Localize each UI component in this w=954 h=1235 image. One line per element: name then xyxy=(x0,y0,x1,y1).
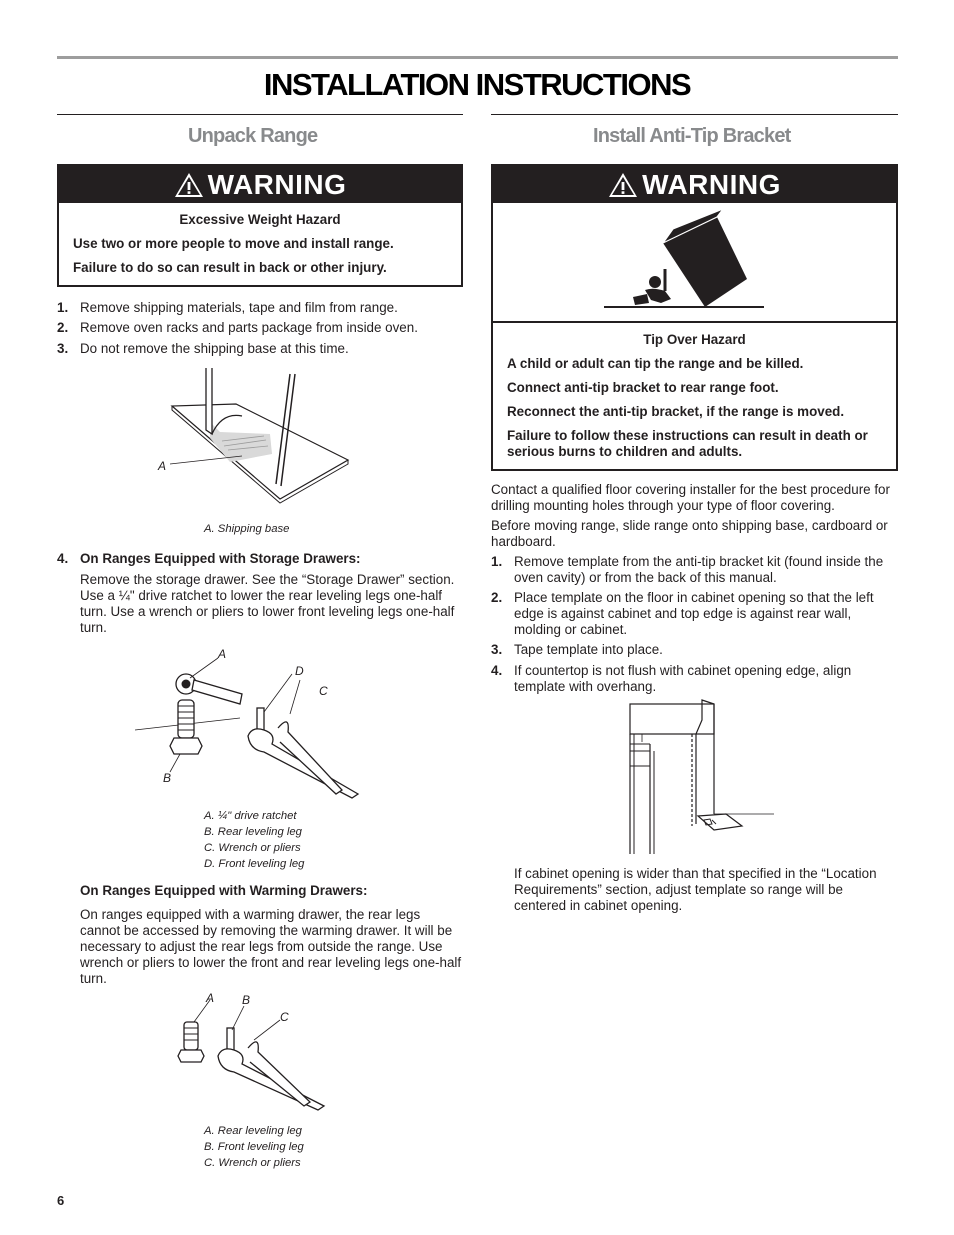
list-item: 2. Place template on the floor in cabinet opening so that the left edge is against cabinet and top edge is against rear wall, molding or cabinet. xyxy=(491,590,874,637)
warning-label: WARNING xyxy=(207,168,347,200)
unpack-steps-list xyxy=(57,300,463,357)
warning-line: Use two or more people to move and install range. xyxy=(73,236,394,251)
warning-bar xyxy=(59,166,461,203)
fig-label-a: A xyxy=(218,647,227,661)
warning-triangle-icon xyxy=(174,172,204,198)
fig-label-a: A xyxy=(158,459,167,473)
weight-warning-box xyxy=(57,164,463,287)
warning-bar xyxy=(493,166,896,203)
fig-label-a: A xyxy=(206,991,215,1005)
tipping-range-icon xyxy=(493,203,896,321)
subheading: On Ranges Equipped with Storage Drawers: xyxy=(80,551,361,566)
centering-note: If cabinet opening is wider than that specified in the “Location Requirements” section, adjust template so range will be centered in cabinet opening. xyxy=(514,866,877,913)
top-rule xyxy=(57,56,898,59)
warning-triangle-icon xyxy=(608,172,638,198)
list-item: 2. Remove oven racks and parts package from inside oven. xyxy=(57,320,418,335)
step-text: Remove the storage drawer. See the “Storage Drawer” section. Use a ¼" drive ratchet to lower the rear leveling legs one-half turn. Use a wrench or pliers to lower front leveling legs one-half turn. xyxy=(80,572,455,635)
tip-over-image-panel xyxy=(493,203,896,323)
list-item: 3. Do not remove the shipping base at this time. xyxy=(57,341,349,356)
unpack-range-heading: Unpack Range xyxy=(188,125,318,147)
fig-label-b: B xyxy=(242,993,251,1007)
list-item: 4. On Ranges Equipped with Storage Drawers: Remove the storage drawer. See the “Storage Drawer” section. Use a ¼" drive ratchet to lower the rear leveling legs one-half turn. Use a wrench or pliers to lower front leveling legs one-half turn. xyxy=(57,551,463,636)
warning-line: Failure to follow these instructions can result in death or serious burns to children and adults. xyxy=(507,428,868,459)
fig-label-b: B xyxy=(163,771,172,785)
figure-caption: A. Shipping base xyxy=(204,523,290,535)
warning-label: WARNING xyxy=(642,168,781,200)
warming-drawer-text: On ranges equipped with a warming drawer, the rear legs cannot be accessed by removing the warming drawer. It will be necessary to adjust the rear legs from outside the range. Use wrench or pliers to lower the front and rear leveling legs one-half turn. xyxy=(80,907,462,986)
shipping-base-illustration xyxy=(150,364,360,504)
anti-tip-heading: Install Anti-Tip Bracket xyxy=(593,125,791,147)
right-column-rule xyxy=(491,114,898,115)
fig-label-c: C xyxy=(280,1010,289,1024)
warning-hazard-title: Excessive Weight Hazard xyxy=(179,212,341,227)
list-item: 1. Remove shipping materials, tape and film from range. xyxy=(57,300,398,315)
tip-over-warning-box xyxy=(491,164,898,471)
fig-label-c: C xyxy=(319,684,328,698)
leveling-legs-ratchet-illustration xyxy=(130,644,370,804)
figure-caption-list: A. ¼" drive ratchet B. Rear leveling leg C. Wrench or pliers D. Front leveling leg xyxy=(204,810,305,870)
list-item: 1. Remove template from the anti-tip bracket kit (found inside the oven cavity) or from the back of this manual. xyxy=(491,554,884,585)
storage-drawer-step xyxy=(57,551,463,636)
warming-drawer-heading: On Ranges Equipped with Warming Drawers: xyxy=(80,883,368,898)
left-column-rule xyxy=(57,114,463,115)
intro-paragraph: Contact a qualified floor covering installer for the best procedure for drilling mounting holes through your type of floor covering. xyxy=(491,482,890,513)
figure-caption-list: A. Rear leveling leg B. Front leveling leg C. Wrench or pliers xyxy=(204,1125,304,1169)
list-item: 3. Tape template into place. xyxy=(491,642,663,657)
page-title: INSTALLATION INSTRUCTIONS xyxy=(263,67,691,102)
warning-line: A child or adult can tip the range and be killed. xyxy=(507,356,804,371)
list-item: 4. If countertop is not flush with cabinet opening edge, align template with overhang. xyxy=(491,663,852,694)
anti-tip-steps-list xyxy=(491,554,898,695)
page-number: 6 xyxy=(57,1193,65,1208)
warning-hazard-title: Tip Over Hazard xyxy=(643,332,746,347)
warming-drawer-legs-illustration xyxy=(170,988,340,1118)
cabinet-template-illustration xyxy=(620,696,780,858)
intro-paragraph: Before moving range, slide range onto shipping base, cardboard or hardboard. xyxy=(491,518,888,549)
warning-line: Reconnect the anti-tip bracket, if the range is moved. xyxy=(507,404,845,419)
fig-label-d: D xyxy=(295,664,304,678)
warning-line: Failure to do so can result in back or other injury. xyxy=(73,260,387,275)
warning-line: Connect anti-tip bracket to rear range foot. xyxy=(507,380,779,395)
